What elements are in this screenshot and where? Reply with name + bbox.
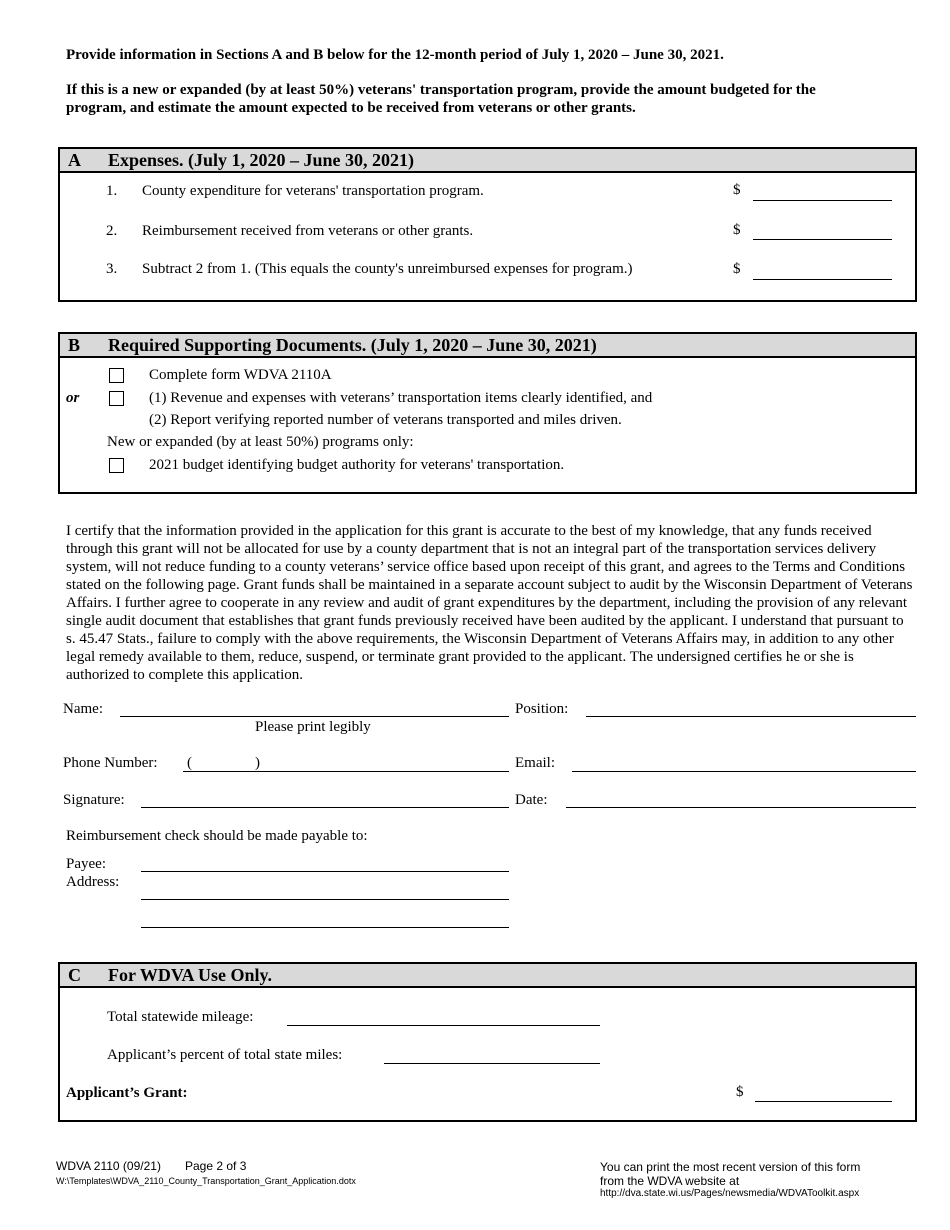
- email-label: Email:: [515, 755, 555, 771]
- footer-print-note-1: You can print the most recent version of this form: [600, 1160, 861, 1174]
- address-label: Address:: [66, 874, 120, 890]
- signature-label: Signature:: [63, 792, 125, 808]
- expense-item-3-number: 3.: [106, 261, 118, 277]
- expense-item-3-amount-field[interactable]: [753, 279, 892, 280]
- phone-area-close: ): [255, 755, 260, 771]
- intro-period-instruction: Provide information in Sections A and B below for the 12-month period of July 1, 2020 – June 30, 2021.: [66, 47, 724, 63]
- expense-item-3-text: Subtract 2 from 1. (This equals the county's unreimbursed expenses for program.): [142, 261, 633, 277]
- option-form-2110a-label: Complete form WDVA 2110A: [149, 367, 332, 383]
- payable-label: Reimbursement check should be made payable to:: [66, 828, 368, 844]
- name-hint: Please print legibly: [255, 719, 371, 735]
- position-label: Position:: [515, 701, 569, 717]
- section-a-title: Expenses. (July 1, 2020 – June 30, 2021): [108, 150, 415, 170]
- address-input-line-2[interactable]: [141, 927, 509, 928]
- section-b-header: [60, 334, 915, 358]
- footer-print-note-2: from the WDVA website at: [600, 1174, 740, 1188]
- footer-form-id: WDVA 2110 (09/21): [56, 1159, 161, 1173]
- payee-input[interactable]: [141, 871, 509, 872]
- footer-page-number: Page 2 of 3: [185, 1159, 247, 1173]
- expense-item-2-amount-field[interactable]: [753, 239, 892, 240]
- name-label: Name:: [63, 701, 103, 717]
- new-programs-label: New or expanded (by at least 50%) programs only:: [107, 434, 414, 450]
- name-input[interactable]: [120, 716, 509, 717]
- applicant-grant-amount-field[interactable]: [755, 1101, 892, 1102]
- expense-item-1-amount-field[interactable]: [753, 200, 892, 201]
- checkbox-budget[interactable]: [109, 458, 124, 473]
- option-budget-label: 2021 budget identifying budget authority for veterans' transportation.: [149, 457, 565, 473]
- date-input[interactable]: [566, 807, 916, 808]
- expense-item-1-currency: $: [733, 182, 741, 198]
- expense-item-3-currency: $: [733, 261, 741, 277]
- section-c-header: [60, 964, 915, 988]
- address-input-line-1[interactable]: [141, 899, 509, 900]
- footer-template-path: W:\Templates\WDVA_2110_County_Transportation_Grant_Application.dotx: [56, 1176, 356, 1186]
- position-input[interactable]: [586, 716, 916, 717]
- checkbox-revenue-expenses[interactable]: [109, 391, 124, 406]
- phone-area-open: (: [187, 755, 192, 771]
- intro-new-program-instruction-1: If this is a new or expanded (by at least 50%) veterans' transportation program, provide the amount budgeted for the: [66, 82, 816, 98]
- expense-item-2-currency: $: [733, 222, 741, 238]
- phone-input[interactable]: [183, 771, 509, 772]
- signature-input[interactable]: [141, 807, 509, 808]
- percent-miles-label: Applicant’s percent of total state miles:: [107, 1047, 343, 1063]
- applicant-grant-currency: $: [736, 1084, 744, 1100]
- or-label: or: [66, 390, 80, 406]
- checkbox-form-2110a[interactable]: [109, 368, 124, 383]
- intro-new-program-instruction-2: program, and estimate the amount expected to be received from veterans or other grants.: [66, 100, 636, 116]
- section-b-letter: B: [68, 335, 81, 355]
- footer-website-url[interactable]: http://dva.state.wi.us/Pages/newsmedia/WDVAToolkit.aspx: [600, 1188, 860, 1199]
- expense-item-2-number: 2.: [106, 223, 118, 239]
- payee-label: Payee:: [66, 856, 106, 872]
- total-mileage-input[interactable]: [287, 1025, 600, 1026]
- option-revenue-expenses-label: (1) Revenue and expenses with veterans’ transportation items clearly identified, and: [149, 390, 653, 406]
- percent-miles-input[interactable]: [384, 1063, 600, 1064]
- section-a-header: [60, 149, 915, 173]
- section-c-title: For WDVA Use Only.: [108, 965, 273, 985]
- total-mileage-label: Total statewide mileage:: [107, 1009, 254, 1025]
- applicant-grant-label: Applicant’s Grant:: [66, 1085, 188, 1101]
- email-input[interactable]: [572, 771, 916, 772]
- expense-item-2-text: Reimbursement received from veterans or other grants.: [142, 223, 474, 239]
- phone-label: Phone Number:: [63, 755, 158, 771]
- section-a-letter: A: [68, 150, 81, 170]
- section-c-letter: C: [68, 965, 81, 985]
- certification-statement: I certify that the information provided in the application for this grant is accurate to the best of my knowledge, that any funds received through this grant will not be allocated for use by a county department that is not an integral part of the transportation services delivery system, will not reduce funding to a county veterans’ service office based upon receipt of this grant, and agrees to the Terms and Conditions stated on the following page. Grant funds shall be maintained in a separate account subject to audit by the Wisconsin Department of Veterans Affairs. I further agree to cooperate in any review and audit of grant expenditures by the department, including the provision of any relevant single audit document that establishes that grant funds previously received have been audited by the applicant. I understand that pursuant to s. 45.47 Stats., failure to comply with the above requirements, the Wisconsin Department of Veterans Affairs may, in addition to any other legal remedy available to them, reduce, suspend, or terminate grant provided to the applicant. The undersigned certifies he or she is authorized to complete this application.: [66, 523, 913, 683]
- expense-item-1-text: County expenditure for veterans' transportation program.: [142, 183, 484, 199]
- option-report-label: (2) Report verifying reported number of veterans transported and miles driven.: [149, 412, 622, 428]
- section-b-title: Required Supporting Documents. (July 1, 2020 – June 30, 2021): [108, 335, 597, 355]
- expense-item-1-number: 1.: [106, 183, 118, 199]
- date-label: Date:: [515, 792, 548, 808]
